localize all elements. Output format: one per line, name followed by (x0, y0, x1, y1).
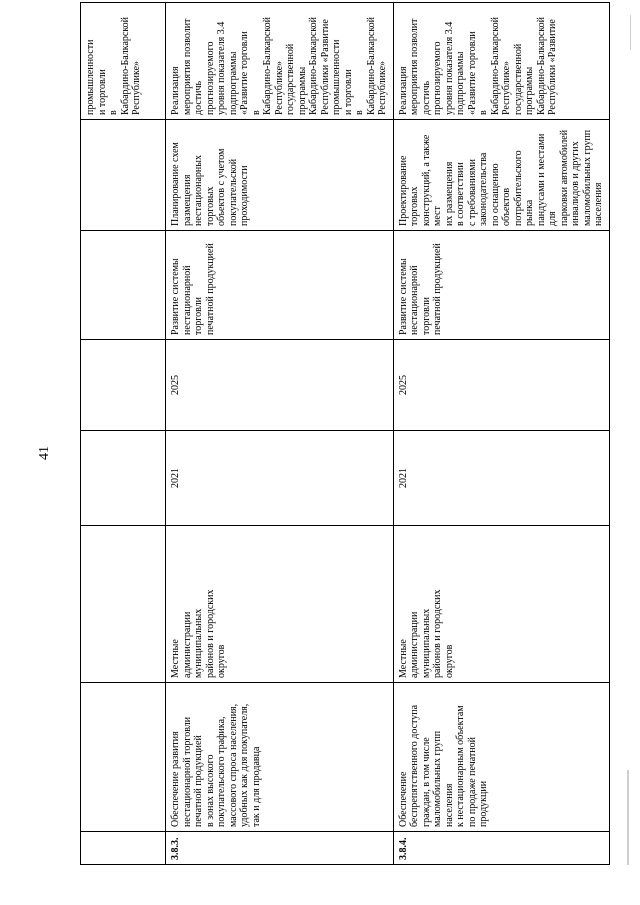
start-year: 2021 (166, 431, 394, 526)
rotated-table-container (80, 16, 604, 865)
table-cell (393, 3, 609, 120)
table-cell (81, 431, 166, 526)
indicator-text: промышленности и торговли в Кабардино-Балкарской Республике» (85, 16, 142, 115)
table-cell (393, 683, 609, 832)
activity-text: Развитие системы нестационарной торговли печатной продукцией (170, 243, 216, 335)
end-year: 2025 (166, 340, 394, 431)
table-row (166, 3, 394, 865)
table-row (393, 3, 609, 865)
table-cell (166, 120, 394, 231)
table-cell (81, 832, 166, 865)
executor-text: Местные администрации муниципальных районов и городских округов (397, 589, 455, 678)
measure-description: Обеспечение беспрепятственного доступа граждан, в том числе маломобильных групп населения к нестационарным объектам по продаже печатной продукции (397, 704, 489, 827)
table-cell (81, 683, 166, 832)
table-cell (393, 231, 609, 340)
indicator-text: Реализация мероприятия позволит достичь прогнозируемого уровня показателя 3.4 подпрограммы «Развитие торговли в Кабардино-Балкарской Республике» государственной программы Кабардино-Балкарской Республики «Развитие промышленности и торговли в Кабардино-Балкарской Республике» (170, 16, 388, 115)
table-cell (166, 526, 394, 683)
table-cell (166, 3, 394, 120)
end-year: 2025 (393, 340, 609, 431)
scan-edge-mark (630, 15, 631, 50)
table-cell (166, 231, 394, 340)
result-text: Проектирование торговых конструкций, а также мест их размещения в соответствии с требованиями законодательства по оснащению объектов потребительского рынка пандусами и местами для парковки автомобилей инвалидов и других маломобильных групп населения (397, 129, 604, 226)
result-text: Планирование схем размещения нестационарных торговых объектов с учетом покупательской проходимости (170, 142, 250, 226)
start-year: 2021 (393, 431, 609, 526)
executor-text: Местные администрации муниципальных районов и городских округов (170, 589, 227, 678)
table-cell (81, 526, 166, 683)
measures-table (80, 2, 610, 865)
activity-text: Развитие системы нестационарной торговли печатной продукцией (397, 243, 443, 335)
table-row-continued (81, 3, 166, 865)
row-number: 3.8.4. (393, 832, 609, 865)
table-cell (393, 526, 609, 683)
table-cell (81, 3, 166, 120)
table-cell (393, 120, 609, 231)
table-cell (81, 231, 166, 340)
scan-edge-mark (627, 770, 629, 865)
page-number: 41 (37, 446, 52, 460)
indicator-text: Реализация мероприятия позволит достичь прогнозируемого уровня показателя 3.4 подпрограммы «Развитие торговли в Кабардино-Балкарской Республике» государственной программы Кабардино-Балкарской Республики «Развитие (397, 16, 558, 115)
row-number: 3.8.3. (166, 832, 394, 865)
measure-description: Обеспечение развития нестационарной торговли печатной продукцией в зонах высокого покупательского трафика, массового спроса населения, удобных как для покупателя, так и для продавца (170, 703, 262, 827)
table-cell (81, 340, 166, 431)
table-cell (81, 120, 166, 231)
table-cell (166, 683, 394, 832)
